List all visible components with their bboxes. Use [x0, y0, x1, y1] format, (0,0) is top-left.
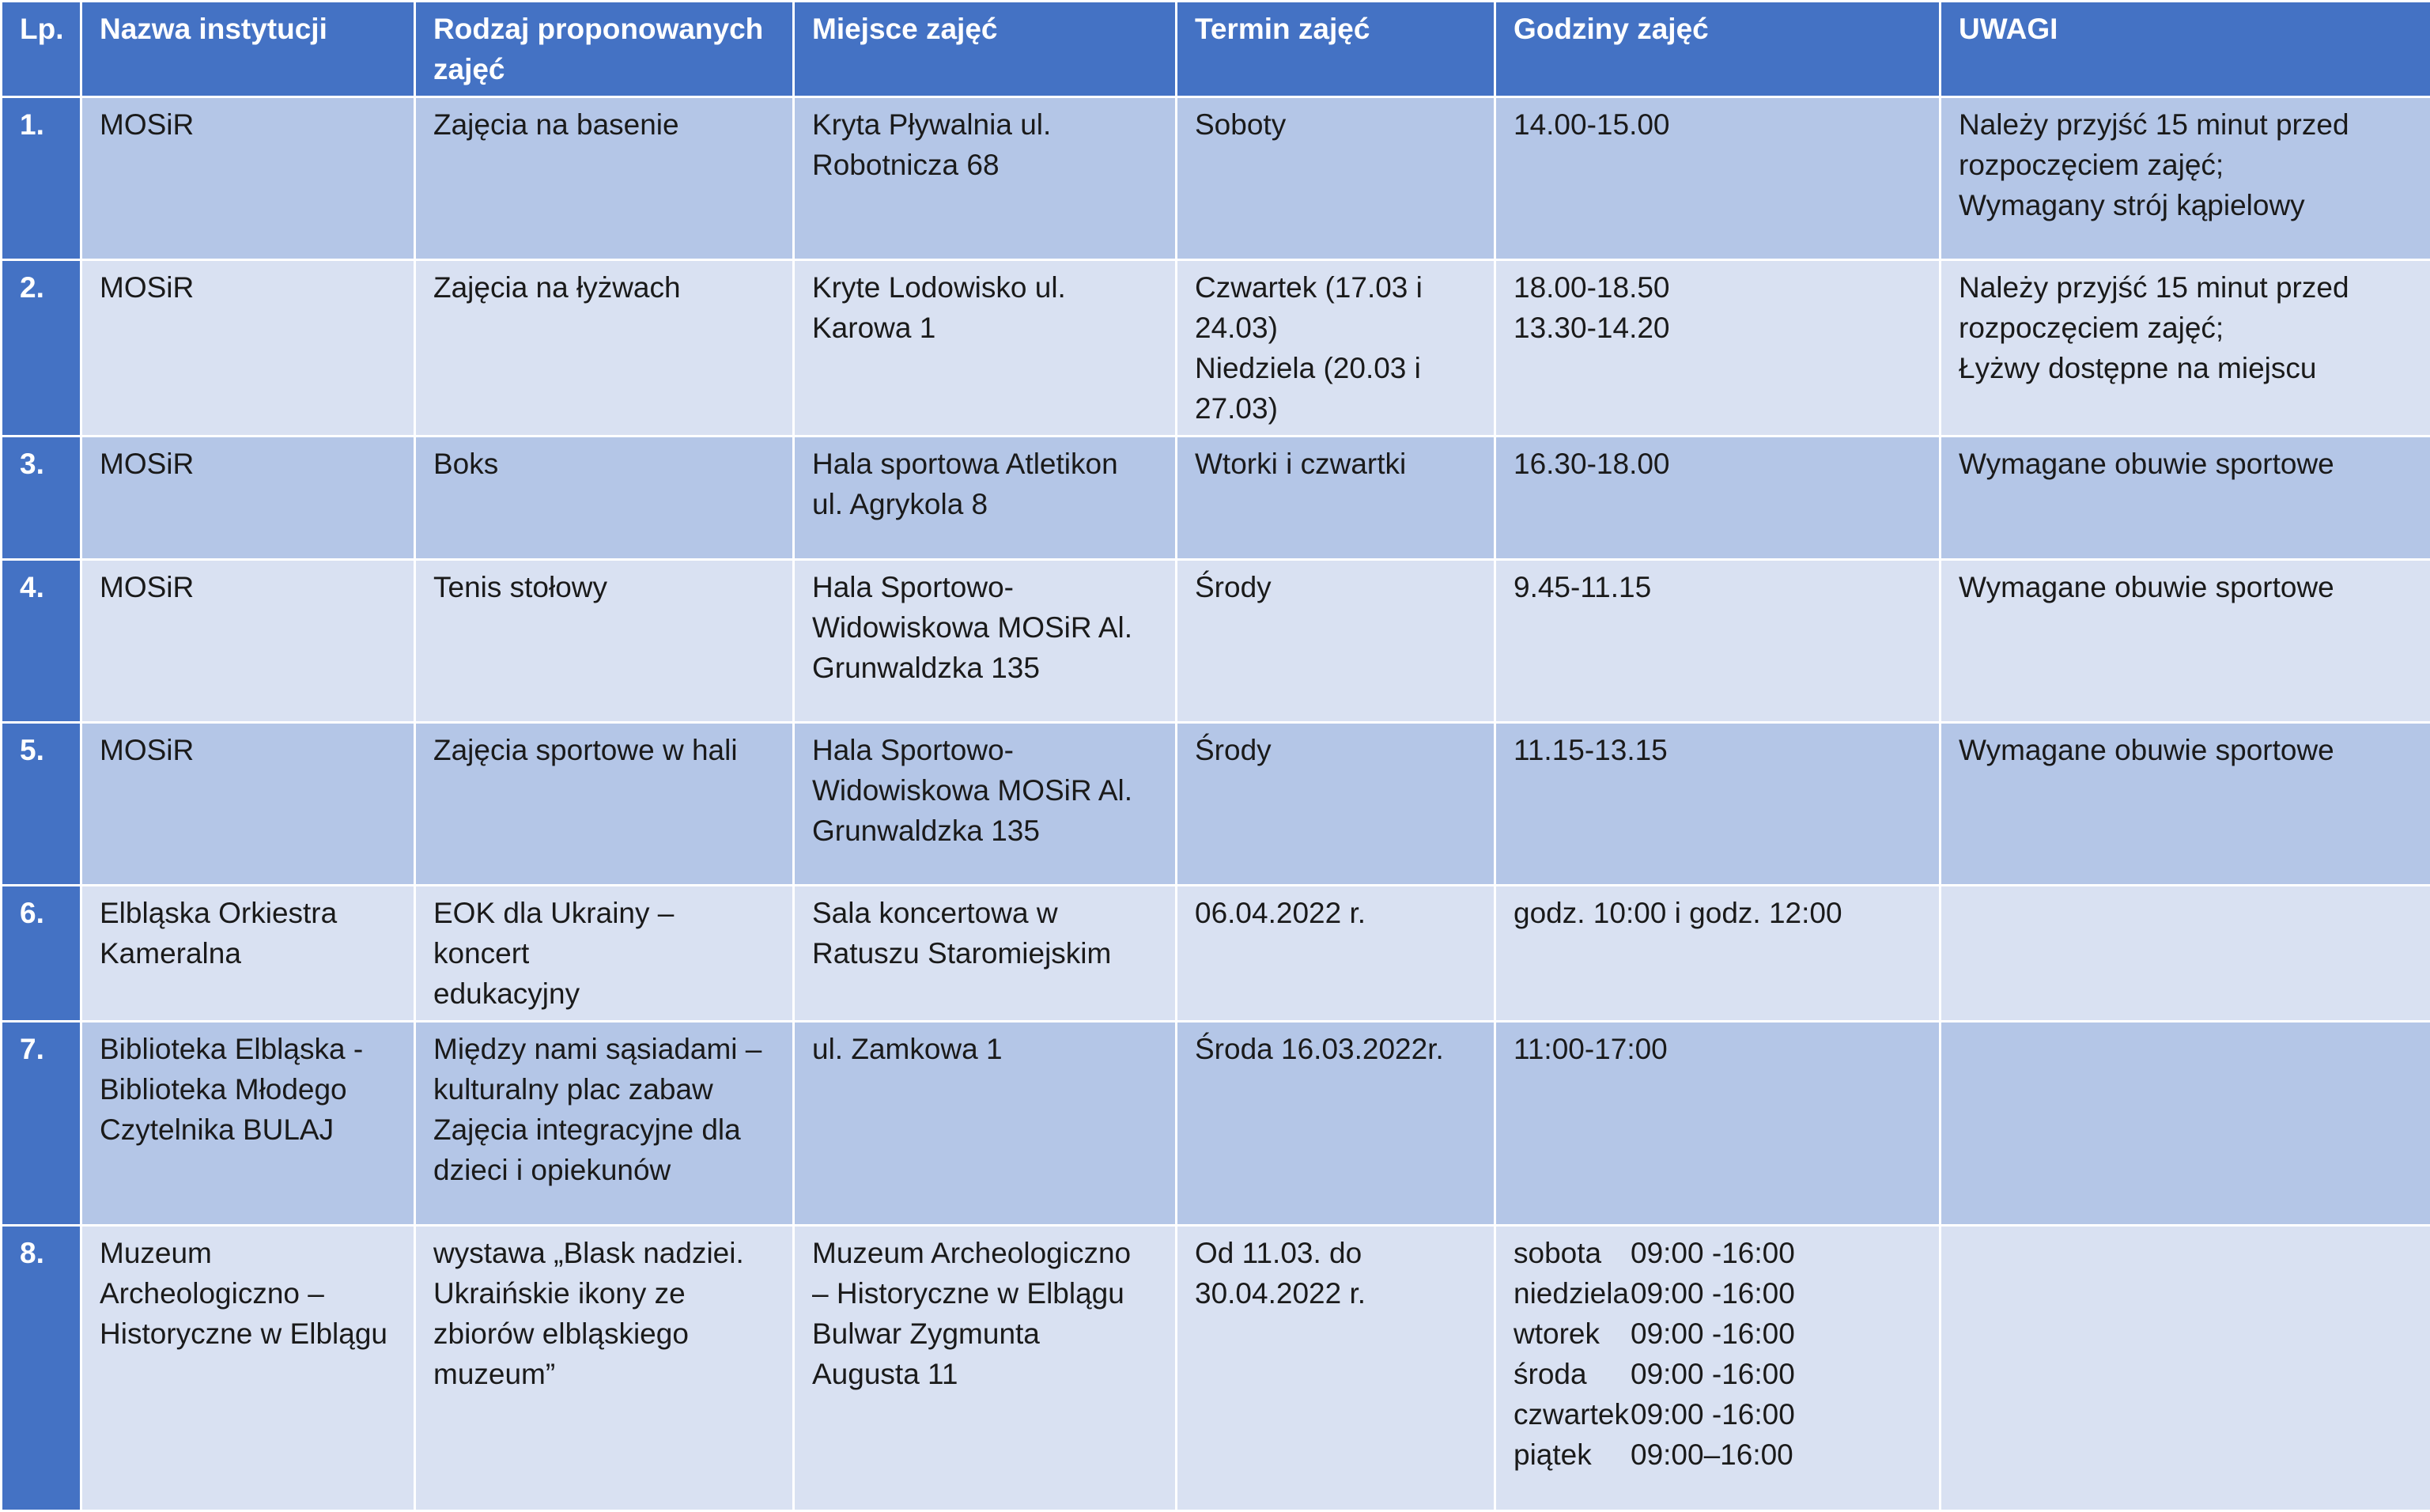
table-body: [2, 97, 2430, 1511]
cell-line: MOSiR: [100, 730, 398, 770]
cell-place: [794, 723, 1177, 886]
cell-line: Biblioteka Elbląska -: [100, 1029, 398, 1069]
cell-line: Kameralna: [100, 933, 398, 973]
cell-line: 16.30-18.00: [1514, 444, 1923, 484]
cell-line: 13.30-14.20: [1514, 308, 1923, 348]
schedule-time: 09:00 -16:00: [1631, 1273, 1795, 1314]
cell-institution: [81, 723, 415, 886]
cell-line: 18.00-18.50: [1514, 267, 1923, 308]
table-row: [2, 723, 2430, 886]
cell-hours: [1495, 1226, 1941, 1511]
cell-line: Wymagane obuwie sportowe: [1959, 444, 2414, 484]
table-row: [2, 97, 2430, 260]
cell-line: Hala sportowa Atletikon: [812, 444, 1159, 484]
schedule-time: 09:00 -16:00: [1631, 1314, 1795, 1354]
cell-line: Biblioteka Młodego: [100, 1069, 398, 1109]
cell-line: – Historyczne w Elblągu: [812, 1273, 1159, 1314]
cell-line: Grunwaldzka 135: [812, 811, 1159, 851]
cell-line: Zajęcia na łyżwach: [433, 267, 777, 308]
schedule-day: piątek: [1514, 1435, 1631, 1475]
cell-line: muzeum”: [433, 1354, 777, 1394]
cell-hours: [1495, 723, 1941, 886]
schedule-day: czwartek: [1514, 1394, 1631, 1435]
schedule-line: [1514, 1354, 1923, 1394]
cell-notes: [1941, 886, 2430, 1022]
cell-line: Zajęcia na basenie: [433, 104, 777, 145]
cell-date: [1177, 260, 1495, 437]
cell-lp: 2.: [2, 260, 81, 437]
cell-type: [415, 97, 794, 260]
cell-place: [794, 97, 1177, 260]
cell-institution: [81, 1022, 415, 1226]
cell-type: [415, 1226, 794, 1511]
cell-notes: [1941, 97, 2430, 260]
cell-line: 30.04.2022 r.: [1195, 1273, 1478, 1314]
cell-line: Wymagane obuwie sportowe: [1959, 567, 2414, 607]
table-row: [2, 1226, 2430, 1511]
cell-line: 11.15-13.15: [1514, 730, 1923, 770]
cell-line: Soboty: [1195, 104, 1478, 145]
header-place: Miejsce zajęć: [794, 2, 1177, 97]
cell-line: Wymagane obuwie sportowe: [1959, 730, 2414, 770]
cell-line: Środy: [1195, 730, 1478, 770]
schedule-time: 09:00 -16:00: [1631, 1394, 1795, 1435]
cell-date: [1177, 560, 1495, 723]
cell-line: Czytelnika BULAJ: [100, 1109, 398, 1150]
header-date: Termin zajęć: [1177, 2, 1495, 97]
cell-line: rozpoczęciem zajęć;: [1959, 145, 2414, 185]
cell-line: Hala Sportowo-: [812, 730, 1159, 770]
cell-line: 24.03): [1195, 308, 1478, 348]
header-type: Rodzaj proponowanych zajęć: [415, 2, 794, 97]
cell-hours: [1495, 437, 1941, 560]
cell-hours: [1495, 97, 1941, 260]
header-notes: UWAGI: [1941, 2, 2430, 97]
cell-line: Robotnicza 68: [812, 145, 1159, 185]
schedule-time: 09:00 -16:00: [1631, 1354, 1795, 1394]
cell-line: Należy przyjść 15 minut przed: [1959, 104, 2414, 145]
cell-line: dzieci i opiekunów: [433, 1150, 777, 1190]
cell-line: Od 11.03. do: [1195, 1233, 1478, 1273]
cell-date: [1177, 723, 1495, 886]
cell-notes: [1941, 1226, 2430, 1511]
cell-line: Boks: [433, 444, 777, 484]
cell-notes: [1941, 260, 2430, 437]
cell-type: [415, 886, 794, 1022]
cell-line: 11:00-17:00: [1514, 1029, 1923, 1069]
header-hours: Godziny zajęć: [1495, 2, 1941, 97]
cell-line: Kryte Lodowisko ul.: [812, 267, 1159, 308]
cell-notes: [1941, 723, 2430, 886]
cell-line: Archeologiczno –: [100, 1273, 398, 1314]
cell-line: edukacyjny: [433, 973, 777, 1014]
schedule-day: wtorek: [1514, 1314, 1631, 1354]
table-row: [2, 1022, 2430, 1226]
table-row: [2, 560, 2430, 723]
cell-lp: 6.: [2, 886, 81, 1022]
cell-line: wystawa „Blask nadziei.: [433, 1233, 777, 1273]
cell-lp: 5.: [2, 723, 81, 886]
table-row: [2, 437, 2430, 560]
cell-line: 9.45-11.15: [1514, 567, 1923, 607]
cell-place: [794, 886, 1177, 1022]
cell-line: Wymagany strój kąpielowy: [1959, 185, 2414, 225]
cell-line: Sala koncertowa w: [812, 893, 1159, 933]
cell-line: MOSiR: [100, 104, 398, 145]
cell-line: kulturalny plac zabaw: [433, 1069, 777, 1109]
cell-line: MOSiR: [100, 267, 398, 308]
cell-lp: 3.: [2, 437, 81, 560]
cell-line: godz. 10:00 i godz. 12:00: [1514, 893, 1923, 933]
cell-institution: [81, 97, 415, 260]
schedule-line: [1514, 1394, 1923, 1435]
cell-hours: [1495, 1022, 1941, 1226]
schedule-line: [1514, 1233, 1923, 1273]
schedule-line: [1514, 1273, 1923, 1314]
cell-date: [1177, 1022, 1495, 1226]
schedule-time: 09:00–16:00: [1631, 1435, 1793, 1475]
cell-line: Augusta 11: [812, 1354, 1159, 1394]
cell-line: Tenis stołowy: [433, 567, 777, 607]
cell-line: Między nami sąsiadami –: [433, 1029, 777, 1069]
cell-notes: [1941, 437, 2430, 560]
cell-line: MOSiR: [100, 567, 398, 607]
schedule-line: [1514, 1314, 1923, 1354]
cell-line: Wtorki i czwartki: [1195, 444, 1478, 484]
schedule-day: sobota: [1514, 1233, 1631, 1273]
cell-line: Ukraińskie ikony ze: [433, 1273, 777, 1314]
table-row: [2, 886, 2430, 1022]
cell-type: [415, 723, 794, 886]
cell-line: Karowa 1: [812, 308, 1159, 348]
cell-lp: 1.: [2, 97, 81, 260]
cell-line: Historyczne w Elblągu: [100, 1314, 398, 1354]
cell-line: Muzeum: [100, 1233, 398, 1273]
table-row: [2, 260, 2430, 437]
cell-line: 14.00-15.00: [1514, 104, 1923, 145]
cell-line: ul. Zamkowa 1: [812, 1029, 1159, 1069]
cell-line: EOK dla Ukrainy – koncert: [433, 893, 777, 973]
cell-line: Środa 16.03.2022r.: [1195, 1029, 1478, 1069]
schedule-day: niedziela: [1514, 1273, 1631, 1314]
cell-hours: [1495, 886, 1941, 1022]
cell-line: Środy: [1195, 567, 1478, 607]
cell-line: 27.03): [1195, 388, 1478, 429]
cell-hours: [1495, 560, 1941, 723]
cell-line: Zajęcia sportowe w hali: [433, 730, 777, 770]
cell-line: Elbląska Orkiestra: [100, 893, 398, 933]
cell-place: [794, 1022, 1177, 1226]
cell-line: Widowiskowa MOSiR Al.: [812, 770, 1159, 811]
cell-line: Łyżwy dostępne na miejscu: [1959, 348, 2414, 388]
cell-date: [1177, 437, 1495, 560]
cell-lp: 8.: [2, 1226, 81, 1511]
cell-line: rozpoczęciem zajęć;: [1959, 308, 2414, 348]
cell-line: Grunwaldzka 135: [812, 648, 1159, 688]
cell-type: [415, 560, 794, 723]
cell-date: [1177, 1226, 1495, 1511]
cell-date: [1177, 886, 1495, 1022]
cell-line: Czwartek (17.03 i: [1195, 267, 1478, 308]
cell-type: [415, 260, 794, 437]
cell-line: Hala Sportowo-: [812, 567, 1159, 607]
cell-place: [794, 260, 1177, 437]
header-lp: Lp.: [2, 2, 81, 97]
cell-type: [415, 1022, 794, 1226]
cell-notes: [1941, 1022, 2430, 1226]
header-institution: Nazwa instytucji: [81, 2, 415, 97]
cell-line: Widowiskowa MOSiR Al.: [812, 607, 1159, 648]
cell-institution: [81, 560, 415, 723]
cell-line: MOSiR: [100, 444, 398, 484]
schedule-line: [1514, 1435, 1923, 1475]
cell-place: [794, 437, 1177, 560]
table-header-row: [2, 2, 2430, 97]
cell-line: zbiorów elbląskiego: [433, 1314, 777, 1354]
cell-notes: [1941, 560, 2430, 723]
schedule-day: środa: [1514, 1354, 1631, 1394]
cell-place: [794, 1226, 1177, 1511]
cell-line: Należy przyjść 15 minut przed: [1959, 267, 2414, 308]
cell-line: Ratuszu Staromiejskim: [812, 933, 1159, 973]
cell-lp: 7.: [2, 1022, 81, 1226]
cell-line: Muzeum Archeologiczno: [812, 1233, 1159, 1273]
cell-line: ul. Agrykola 8: [812, 484, 1159, 524]
cell-lp: 4.: [2, 560, 81, 723]
cell-line: 06.04.2022 r.: [1195, 893, 1478, 933]
schedule-time: 09:00 -16:00: [1631, 1233, 1795, 1273]
cell-line: Bulwar Zygmunta: [812, 1314, 1159, 1354]
cell-line: Kryta Pływalnia ul.: [812, 104, 1159, 145]
cell-institution: [81, 1226, 415, 1511]
cell-hours: [1495, 260, 1941, 437]
cell-line: Zajęcia integracyjne dla: [433, 1109, 777, 1150]
cell-line: Niedziela (20.03 i: [1195, 348, 1478, 388]
cell-institution: [81, 260, 415, 437]
cell-place: [794, 560, 1177, 723]
cell-institution: [81, 437, 415, 560]
cell-type: [415, 437, 794, 560]
cell-institution: [81, 886, 415, 1022]
cell-date: [1177, 97, 1495, 260]
